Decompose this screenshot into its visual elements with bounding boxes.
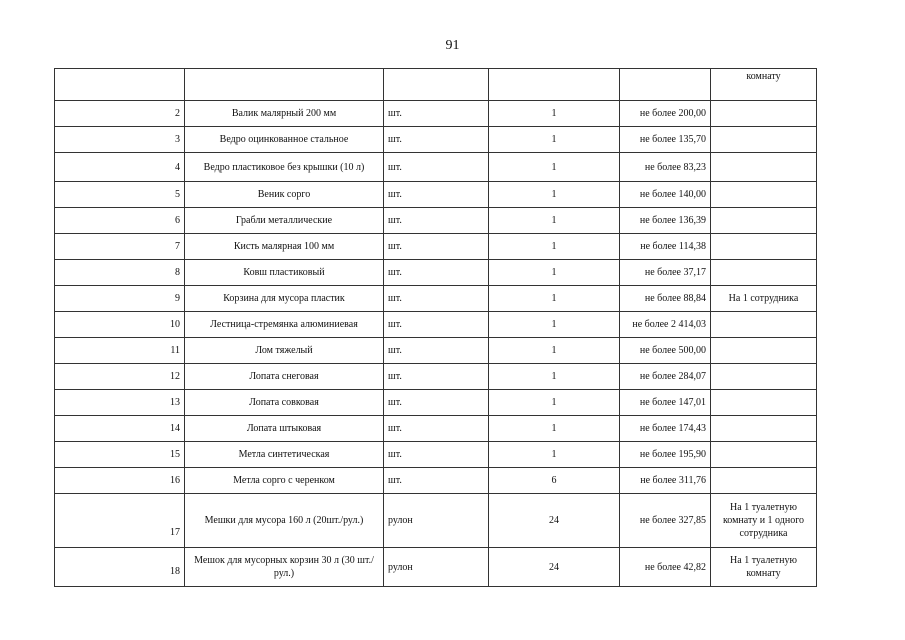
cell-num: 4 bbox=[55, 153, 185, 182]
cell-unit: шт. bbox=[384, 312, 489, 338]
cell-name: Метла сорго с черенком bbox=[185, 468, 384, 494]
cell-unit: шт. bbox=[384, 208, 489, 234]
cell-qty bbox=[489, 69, 620, 101]
cell-num: 11 bbox=[55, 338, 185, 364]
table-row bbox=[55, 390, 817, 416]
table-row bbox=[55, 260, 817, 286]
cell-qty: 1 bbox=[489, 286, 620, 312]
cell-note bbox=[711, 182, 817, 208]
cell-price: не более 83,23 bbox=[620, 153, 711, 182]
cell-qty: 6 bbox=[489, 468, 620, 494]
cell-num: 18 bbox=[55, 548, 185, 587]
cell-num bbox=[55, 69, 185, 101]
cell-note bbox=[711, 442, 817, 468]
cell-qty: 1 bbox=[489, 260, 620, 286]
cell-unit: шт. bbox=[384, 127, 489, 153]
table-row bbox=[55, 364, 817, 390]
cell-unit: шт. bbox=[384, 234, 489, 260]
cell-unit: шт. bbox=[384, 182, 489, 208]
cell-num: 16 bbox=[55, 468, 185, 494]
cell-qty: 1 bbox=[489, 390, 620, 416]
table-row bbox=[55, 416, 817, 442]
cell-note bbox=[711, 312, 817, 338]
cell-price: не более 114,38 bbox=[620, 234, 711, 260]
cell-unit: шт. bbox=[384, 101, 489, 127]
cell-unit: рулон bbox=[384, 494, 489, 548]
cell-note: На 1 туалетную комнату и 1 одного сотрудника bbox=[711, 494, 817, 548]
cell-name: Лом тяжелый bbox=[185, 338, 384, 364]
cell-num: 12 bbox=[55, 364, 185, 390]
cell-note: На 1 сотрудника bbox=[711, 286, 817, 312]
cell-unit: шт. bbox=[384, 390, 489, 416]
cell-num: 6 bbox=[55, 208, 185, 234]
table-row bbox=[55, 494, 817, 548]
cell-note: комнату bbox=[711, 69, 817, 101]
cell-name: Метла синтетическая bbox=[185, 442, 384, 468]
cell-qty: 1 bbox=[489, 234, 620, 260]
table-row bbox=[55, 153, 817, 182]
cell-qty: 1 bbox=[489, 127, 620, 153]
cell-qty: 1 bbox=[489, 364, 620, 390]
table-row bbox=[55, 101, 817, 127]
cell-name: Валик малярный 200 мм bbox=[185, 101, 384, 127]
cell-price: не более 311,76 bbox=[620, 468, 711, 494]
cell-num: 10 bbox=[55, 312, 185, 338]
cell-note bbox=[711, 208, 817, 234]
cell-name: Лестница-стремянка алюминиевая bbox=[185, 312, 384, 338]
cell-unit: шт. bbox=[384, 260, 489, 286]
cell-price: не более 500,00 bbox=[620, 338, 711, 364]
cell-price: не более 174,43 bbox=[620, 416, 711, 442]
cell-note bbox=[711, 101, 817, 127]
cell-note bbox=[711, 338, 817, 364]
cell-unit: шт. bbox=[384, 468, 489, 494]
cell-name: Веник сорго bbox=[185, 182, 384, 208]
cell-num: 9 bbox=[55, 286, 185, 312]
cell-num: 2 bbox=[55, 101, 185, 127]
cell-note: На 1 туалетную комнату bbox=[711, 548, 817, 587]
cell-price: не более 284,07 bbox=[620, 364, 711, 390]
cell-note bbox=[711, 468, 817, 494]
cell-unit: шт. bbox=[384, 442, 489, 468]
cell-qty: 1 bbox=[489, 416, 620, 442]
cell-name bbox=[185, 69, 384, 101]
cell-price: не более 42,82 bbox=[620, 548, 711, 587]
cell-price: не более 327,85 bbox=[620, 494, 711, 548]
cell-note bbox=[711, 234, 817, 260]
table-row bbox=[55, 468, 817, 494]
cell-qty: 24 bbox=[489, 494, 620, 548]
cell-qty: 1 bbox=[489, 101, 620, 127]
cell-qty: 1 bbox=[489, 312, 620, 338]
table-row bbox=[55, 182, 817, 208]
cell-name: Лопата штыковая bbox=[185, 416, 384, 442]
cell-name: Ведро пластиковое без крышки (10 л) bbox=[185, 153, 384, 182]
table-row bbox=[55, 208, 817, 234]
cell-unit: шт. bbox=[384, 153, 489, 182]
cell-unit: шт. bbox=[384, 364, 489, 390]
table-row bbox=[55, 286, 817, 312]
cell-qty: 1 bbox=[489, 208, 620, 234]
cell-qty: 1 bbox=[489, 442, 620, 468]
table-row bbox=[55, 548, 817, 587]
cell-num: 14 bbox=[55, 416, 185, 442]
cell-unit: рулон bbox=[384, 548, 489, 587]
cell-qty: 1 bbox=[489, 153, 620, 182]
items-table-body bbox=[55, 69, 817, 587]
cell-name: Мешки для мусора 160 л (20шт./рул.) bbox=[185, 494, 384, 548]
cell-unit: шт. bbox=[384, 338, 489, 364]
cell-price: не более 135,70 bbox=[620, 127, 711, 153]
cell-price: не более 136,39 bbox=[620, 208, 711, 234]
cell-name: Лопата снеговая bbox=[185, 364, 384, 390]
cell-num: 17 bbox=[55, 494, 185, 548]
cell-note bbox=[711, 416, 817, 442]
cell-num: 13 bbox=[55, 390, 185, 416]
table-row bbox=[55, 234, 817, 260]
cell-note bbox=[711, 153, 817, 182]
cell-unit: шт. bbox=[384, 416, 489, 442]
cell-num: 15 bbox=[55, 442, 185, 468]
table-row bbox=[55, 127, 817, 153]
table-row bbox=[55, 312, 817, 338]
table-row bbox=[55, 338, 817, 364]
cell-num: 7 bbox=[55, 234, 185, 260]
cell-unit: шт. bbox=[384, 286, 489, 312]
cell-qty: 1 bbox=[489, 338, 620, 364]
cell-name: Грабли металлические bbox=[185, 208, 384, 234]
page-number: 91 bbox=[445, 38, 460, 53]
cell-price bbox=[620, 69, 711, 101]
cell-price: не более 195,90 bbox=[620, 442, 711, 468]
cell-price: не более 37,17 bbox=[620, 260, 711, 286]
cell-note bbox=[711, 260, 817, 286]
cell-price: не более 200,00 bbox=[620, 101, 711, 127]
cell-name: Лопата совковая bbox=[185, 390, 384, 416]
cell-name: Мешок для мусорных корзин 30 л (30 шт./рул.) bbox=[185, 548, 384, 587]
cell-name: Корзина для мусора пластик bbox=[185, 286, 384, 312]
cell-price: не более 2 414,03 bbox=[620, 312, 711, 338]
cell-num: 8 bbox=[55, 260, 185, 286]
cell-name: Ведро оцинкованное стальное bbox=[185, 127, 384, 153]
cell-note bbox=[711, 364, 817, 390]
items-table bbox=[54, 68, 817, 587]
cell-qty: 1 bbox=[489, 182, 620, 208]
cell-note bbox=[711, 390, 817, 416]
cell-name: Ковш пластиковый bbox=[185, 260, 384, 286]
cell-price: не более 88,84 bbox=[620, 286, 711, 312]
cell-qty: 24 bbox=[489, 548, 620, 587]
cell-price: не более 147,01 bbox=[620, 390, 711, 416]
cell-price: не более 140,00 bbox=[620, 182, 711, 208]
cell-unit bbox=[384, 69, 489, 101]
cell-note bbox=[711, 127, 817, 153]
cell-num: 3 bbox=[55, 127, 185, 153]
continuation-row bbox=[55, 69, 817, 101]
table-row bbox=[55, 442, 817, 468]
cell-num: 5 bbox=[55, 182, 185, 208]
cell-name: Кисть малярная 100 мм bbox=[185, 234, 384, 260]
